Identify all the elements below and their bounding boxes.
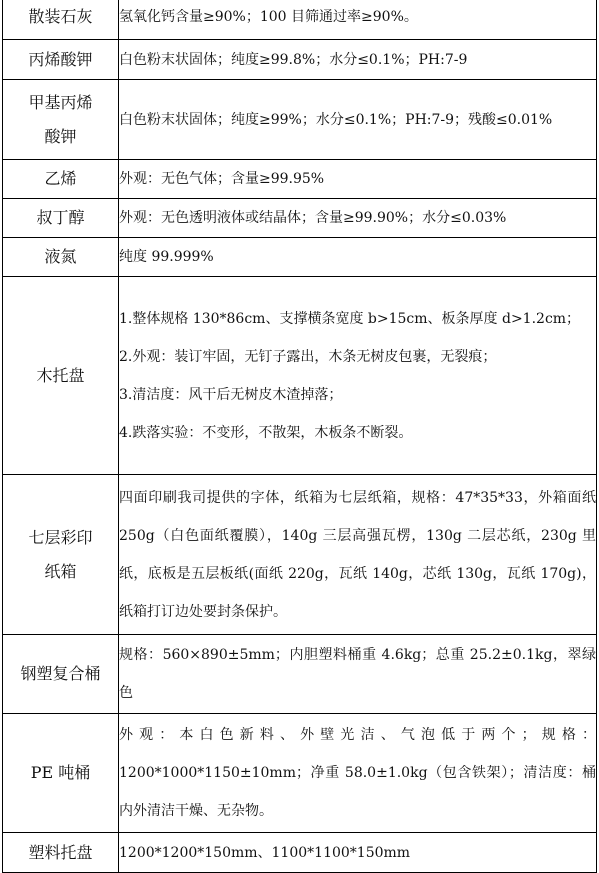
- material-spec-cell: [119, 160, 597, 199]
- material-name-cell: [3, 277, 119, 475]
- material-spec-cell: [119, 277, 597, 475]
- spec-text: 外观：无色气体；含量≥99.95%: [119, 171, 325, 187]
- table-row: [3, 40, 597, 80]
- material-name: 叔丁醇: [36, 208, 85, 227]
- spec-text: 外观：无色透明液体或结晶体；含量≥99.90%；水分≤0.03%: [119, 210, 507, 226]
- table-row: [3, 833, 597, 873]
- spec-text: 外观：本白色新料、外壁光洁、气泡低于两个；规格：1200*1000*1150±10mm；净重 58.0±1.0kg（包含铁架）；清洁度：桶内外清洁干燥、无杂物。: [119, 727, 596, 819]
- table-row: [3, 714, 597, 833]
- material-name: 丙烯酸钾: [28, 49, 93, 69]
- material-name: 七层彩印纸箱: [28, 527, 93, 581]
- table-row: [3, 238, 597, 277]
- material-name-cell: [3, 635, 119, 714]
- spec-item: 4.跌落实验：不变形，不散架，木板条不断裂。: [119, 424, 413, 441]
- spec-item: 2.外观：装订牢固，无钉子露出，木条无树皮包裹，无裂痕；: [119, 348, 497, 365]
- material-name: 液氮: [44, 247, 77, 266]
- material-name: 散装石灰: [28, 7, 93, 26]
- table-row: [3, 277, 597, 475]
- spec-item: 1.整体规格 130*86cm、支撑横条宽度 b>15cm、板条厚度 d>1.2cm；: [119, 310, 581, 327]
- material-spec-cell: [119, 80, 597, 160]
- material-name: 甲基丙烯酸钾: [28, 92, 93, 146]
- spec-text: 氢氧化钙含量≥90%；100 目筛通过率≥90%。: [119, 9, 418, 25]
- material-spec-cell: [119, 714, 597, 833]
- material-name: PE 吨桶: [30, 763, 91, 782]
- material-spec-table: [2, 0, 597, 873]
- table-row: [3, 635, 597, 714]
- material-spec-cell: [119, 238, 597, 277]
- material-name-cell: [3, 0, 119, 40]
- material-name-cell: [3, 475, 119, 635]
- spec-text: 四面印刷我司提供的字体，纸箱为七层纸箱，规格：47*35*33，外箱面纸 250g（白色面纸覆膜），140g 三层高强瓦楞，130g 二层芯纸，230g 里纸，底板是五层板纸(面纸 220g，瓦纸 140g，芯纸 130g，瓦纸 170g)，纸箱打订边处要封条保护。: [119, 489, 596, 620]
- material-spec-cell: [119, 0, 597, 40]
- material-name: 木托盘: [36, 365, 85, 385]
- material-spec-cell: [119, 475, 597, 635]
- material-spec-cell: [119, 833, 597, 873]
- spec-text: 白色粉末状固体；纯度≥99%；水分≤0.1%；PH:7-9；残酸≤0.01%: [119, 111, 553, 128]
- spec-text: 规格：560×890±5mm；内胆塑料桶重 4.6kg；总重 25.2±0.1kg，翠绿色: [119, 647, 596, 701]
- table-row: [3, 0, 597, 40]
- material-name: 塑料托盘: [28, 842, 93, 862]
- material-name: 乙烯: [44, 169, 77, 188]
- material-name-cell: [3, 80, 119, 160]
- spec-item: 3.清洁度：风干后无树皮木渣掉落；: [119, 386, 343, 403]
- material-spec-cell: [119, 40, 597, 80]
- material-name: 钢塑复合桶: [20, 664, 101, 683]
- table-row: [3, 160, 597, 199]
- material-name-cell: [3, 833, 119, 873]
- spec-text: 纯度 99.999%: [119, 249, 214, 265]
- material-name-cell: [3, 160, 119, 199]
- material-name-cell: [3, 40, 119, 80]
- spec-text: 白色粉末状固体；纯度≥99.8%；水分≤0.1%；PH:7-9: [119, 51, 468, 68]
- material-name-cell: [3, 714, 119, 833]
- material-name-cell: [3, 199, 119, 238]
- material-name-cell: [3, 238, 119, 277]
- table-row: [3, 475, 597, 635]
- material-spec-cell: [119, 199, 597, 238]
- table-row: [3, 80, 597, 160]
- table-row: [3, 199, 597, 238]
- material-spec-cell: [119, 635, 597, 714]
- spec-text: 1200*1200*150mm、1100*1100*150mm: [119, 844, 411, 861]
